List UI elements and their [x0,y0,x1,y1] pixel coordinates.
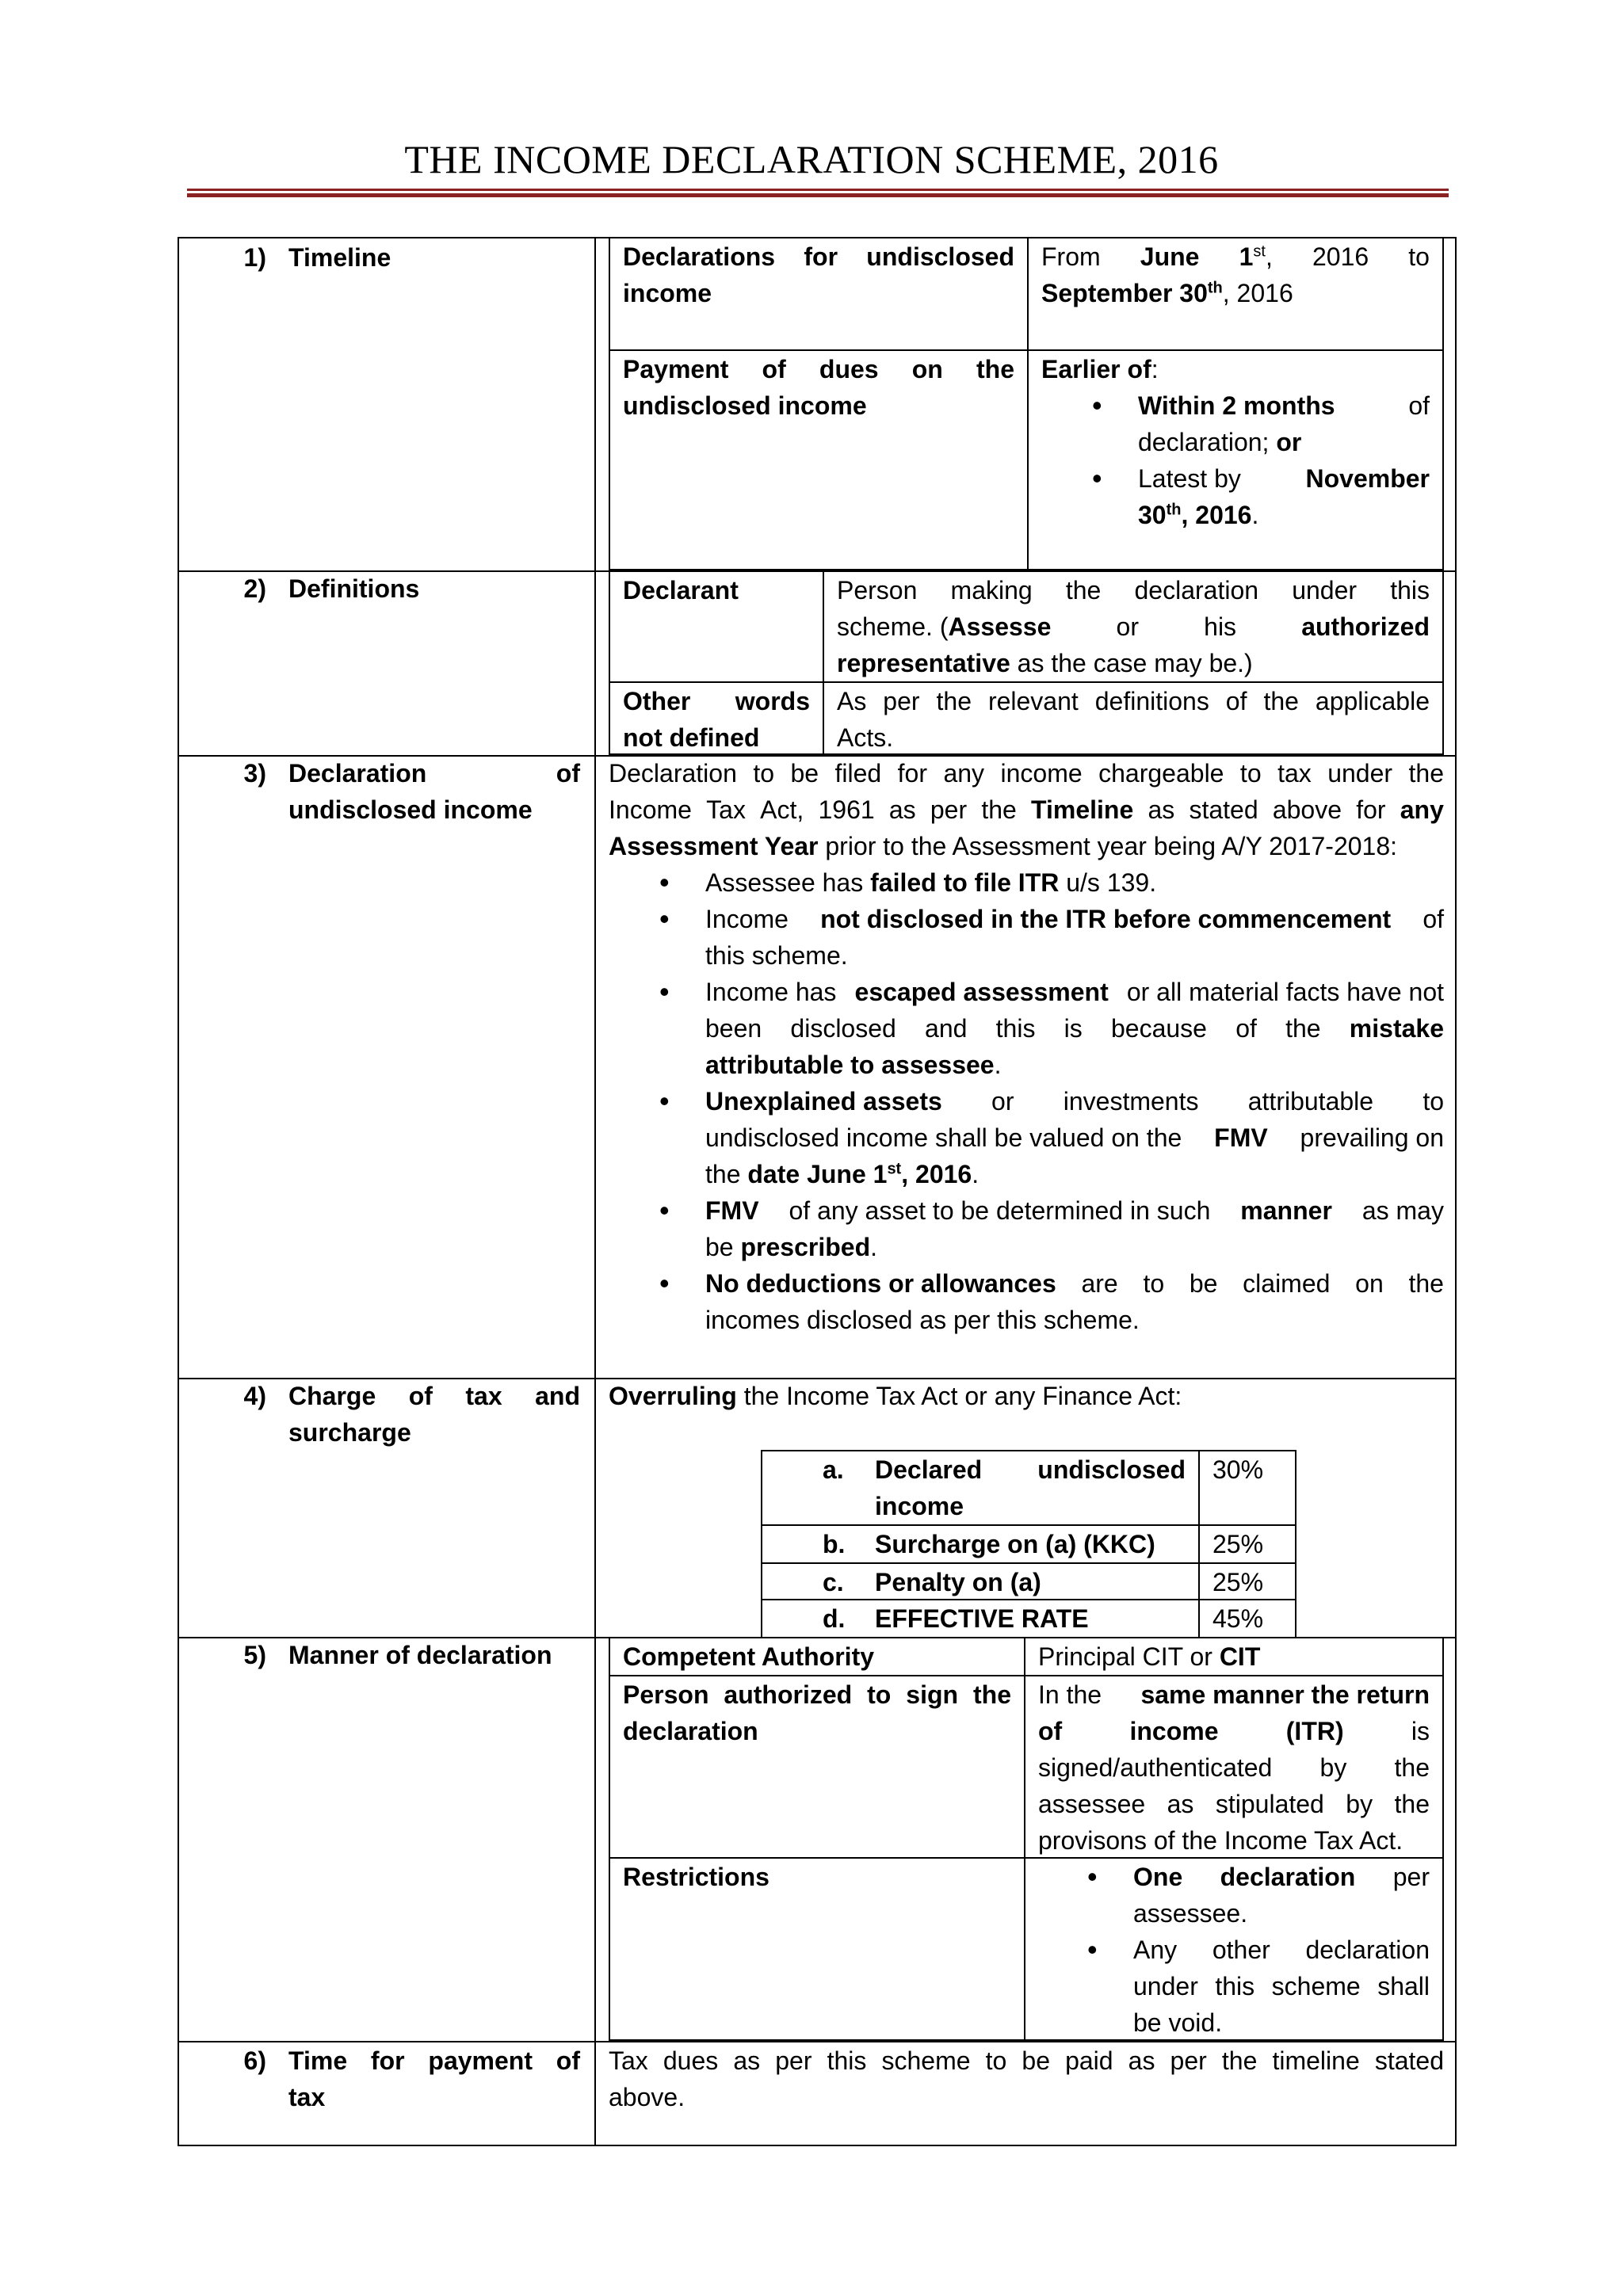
charge-value-d: 45% [1198,1599,1295,1637]
charge-rate-table [761,1450,1296,1638]
timeline-table [609,237,1444,570]
manner-ca-label: Competent Authority [623,1642,875,1671]
section-number: 6) [243,2046,266,2075]
manner-signer-label: Person authorized to sign the declaration [610,1675,1024,1859]
section-number: 5) [243,1641,266,1669]
timeline-row1-value: From June 1st, 2016 to September 30th, 2016 [1027,238,1442,351]
section-number: 3) [243,759,266,788]
charge-row-b: b. Surcharge on (a) (KKC) [762,1524,1198,1562]
column-divider [594,237,596,2146]
declaration-bullet: • Assessee has failed to file ITR u/s 139. [705,864,1444,901]
manner-ca-value: Principal CIT or CIT [1024,1638,1442,1676]
charge-intro: Overruling the Income Tax Act or any Finance Act: [609,1382,1182,1410]
declaration-bullet: • Income has escaped assessment or all material facts have not been disclosed and this is because of the mistake attributable to assessee. [705,974,1444,1083]
section-number: 1) [243,243,266,272]
section-label-payment: Time for payment of tax [288,2046,580,2111]
declaration-bullet: • FMV of any asset to be determined in such manner as may be prescribed. [705,1192,1444,1265]
charge-row-c: c. Penalty on (a) [762,1562,1198,1600]
timeline-bullet: • Latest by November 30th, 2016. [1138,460,1430,533]
timeline-row2-label: Payment of dues on the undisclosed income [610,349,1027,570]
page-title: THE INCOME DECLARATION SCHEME, 2016 [404,137,1219,181]
section-label-manner: Manner of declaration [288,1641,552,1669]
charge-value-b: 25% [1198,1524,1295,1562]
declaration-content: Declaration to be filed for any income chargeable to tax under the Income Tax Act, 1961 as per the Timeline as stated above for any Assessment Year prior to the Assessment year being A/Y 2017-2018: • Assessee has failed to file ITR u/s 139. • Income not disclosed in the ITR before commencement of this scheme. • Income has escaped assessment or all material facts have not been disclosed and this is because of the mistake attributable to assessee. • Unexplained assets or investments attributable to undisclosed income shall be valued on the FMV prevailing on the date June 1st, 2016. • FMV of any asset to be determined in such manner as may be prescribed. • No deductions or allowances are to be claimed on the incomes disclosed as per this scheme. [609,755,1444,1338]
definitions-other-label: Other words not defined [610,681,823,755]
charge-value-a: 30% [1198,1451,1295,1526]
timeline-bullet: • Within 2 months of declaration; or [1138,387,1430,460]
manner-signer-value: In the same manner the return of income (ITR) is signed/authenticated by the assessee as stipulated by the provisons of the Income Tax Act. [1024,1675,1442,1859]
payment-content: Tax dues as per this scheme to be paid as per the timeline stated above. [609,2046,1444,2111]
restriction-bullet: • Any other declaration under this scheme shall be void. [1133,1932,1430,2041]
section-label-definitions: Definitions [288,574,420,603]
declaration-bullet: • Unexplained assets or investments attributable to undisclosed income shall be valued on the FMV prevailing on the date June 1st, 2016. [705,1083,1444,1192]
definitions-declarant-value: Person making the declaration under this scheme. (Assesse or his authorized representative as the case may be.) [823,572,1442,683]
charge-value-c: 25% [1198,1562,1295,1600]
restriction-bullet: • One declaration per assessee. [1133,1859,1430,1932]
manner-restrictions-value [1024,1857,1442,2039]
section-number: 4) [243,1382,266,1410]
declaration-bullet: • No deductions or allowances are to be claimed on the incomes disclosed as per this scheme. [705,1265,1444,1338]
definitions-other-value: As per the relevant definitions of the applicable Acts. [823,681,1442,755]
definitions-table [609,569,1444,755]
declaration-bullet: • Income not disclosed in the ITR before commencement of this scheme. [705,901,1444,974]
charge-row-d: d. EFFECTIVE RATE [762,1599,1198,1637]
timeline-row2-value: Earlier of: • Within 2 months of declaration; or • Latest by November 30th, 2016. [1027,349,1442,570]
section-label-timeline: Timeline [288,243,391,272]
charge-row-a: a. Declared undisclosed income [823,1455,1186,1520]
timeline-row1-label: Declarations for undisclosed income [623,242,1014,307]
section-label-declaration: Declaration of undisclosed income [288,759,580,824]
section-number: 2) [243,574,266,603]
definitions-declarant-label: Declarant [623,576,739,605]
manner-table [609,1637,1444,2041]
section-label-charge: Charge of tax and surcharge [288,1382,580,1447]
manner-restrictions-label: Restrictions [610,1857,1024,2039]
title-underline [187,189,1449,198]
